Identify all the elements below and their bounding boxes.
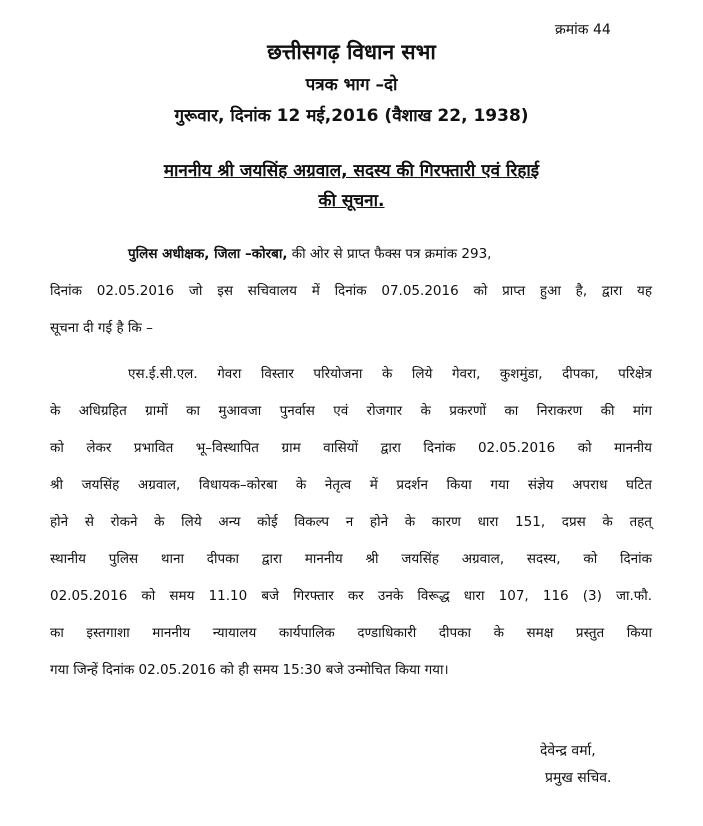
- para2-line-3: को लेकर प्रभावित भू–विस्थापित ग्राम वासियों द्वारा दिनांक 02.05.2016 को माननीय: [50, 440, 652, 456]
- bulletin-date: गुरूवार, दिनांक 12 मई,2016 (वैशाख 22, 1938): [174, 106, 529, 126]
- para2-line-1: एस.ई.सी.एल. गेवरा विस्तार परियोजना के लिये गेवरा, कुशमुंडा, दीपका, परिक्षेत्र: [128, 366, 652, 382]
- para2-line-6: स्थानीय पुलिस थाना दीपका द्वारा माननीय श्री जयसिंह अग्रवाल, सदस्य, को दिनांक: [50, 551, 652, 567]
- para2-line-4: श्री जयसिंह अग्रवाल, विधायक–कोरबा के नेतृत्व में प्रदर्शन किया गया संज्ञेय अपराध घटित: [50, 477, 652, 493]
- subject-line-1: माननीय श्री जयसिंह अग्रवाल, सदस्य की गिरफ्तारी एवं रिहाई: [163, 161, 540, 181]
- para1-lead-bold: पुलिस अधीक्षक, जिला –कोरबा,: [128, 246, 288, 262]
- para1-line-1: [128, 244, 491, 262]
- signatory-name: देवेन्द्र वर्मा,: [540, 743, 596, 759]
- bulletin-part: पत्रक भाग –दो: [305, 75, 398, 95]
- para1-line-3: सूचना दी गई है कि –: [50, 320, 153, 336]
- para1-line-2: दिनांक 02.05.2016 जो इस सचिवालय में दिनांक 07.05.2016 को प्राप्त हुआ है, द्वारा यह: [50, 283, 652, 299]
- serial-number: क्रमांक 44: [555, 22, 611, 38]
- para1-lead-rest: की ओर से प्राप्त फैक्स पत्र क्रमांक 293,: [291, 246, 492, 262]
- para2-line-2: के अधिग्रहित ग्रामों का मुआवजा पुनर्वास एवं रोजगार के प्रकरणों का निराकरण की मांग: [50, 403, 652, 419]
- signatory-designation: प्रमुख सचिव.: [545, 770, 612, 786]
- para2-line-7: 02.05.2016 को समय 11.10 बजे गिरफ्तार कर उनके विरूद्ध धारा 107, 116 (3) जा.फौ.: [50, 588, 652, 604]
- para2-line-5: होने से रोकने के लिये अन्य कोई विकल्प न होने के कारण धारा 151, दप्रस के तहत्: [50, 514, 652, 530]
- para2-line-9: गया जिन्हें दिनांक 02.05.2016 को ही समय 15:30 बजे उन्मोचित किया गया।: [50, 662, 449, 678]
- assembly-title: छत्तीसगढ़ विधान सभा: [267, 40, 436, 64]
- subject-line-2: की सूचना.: [318, 191, 385, 211]
- para2-line-8: का इस्तगाशा माननीय न्यायालय कार्यपालिक दण्डाधिकारी दीपका के समक्ष प्रस्तुत किया: [50, 625, 652, 641]
